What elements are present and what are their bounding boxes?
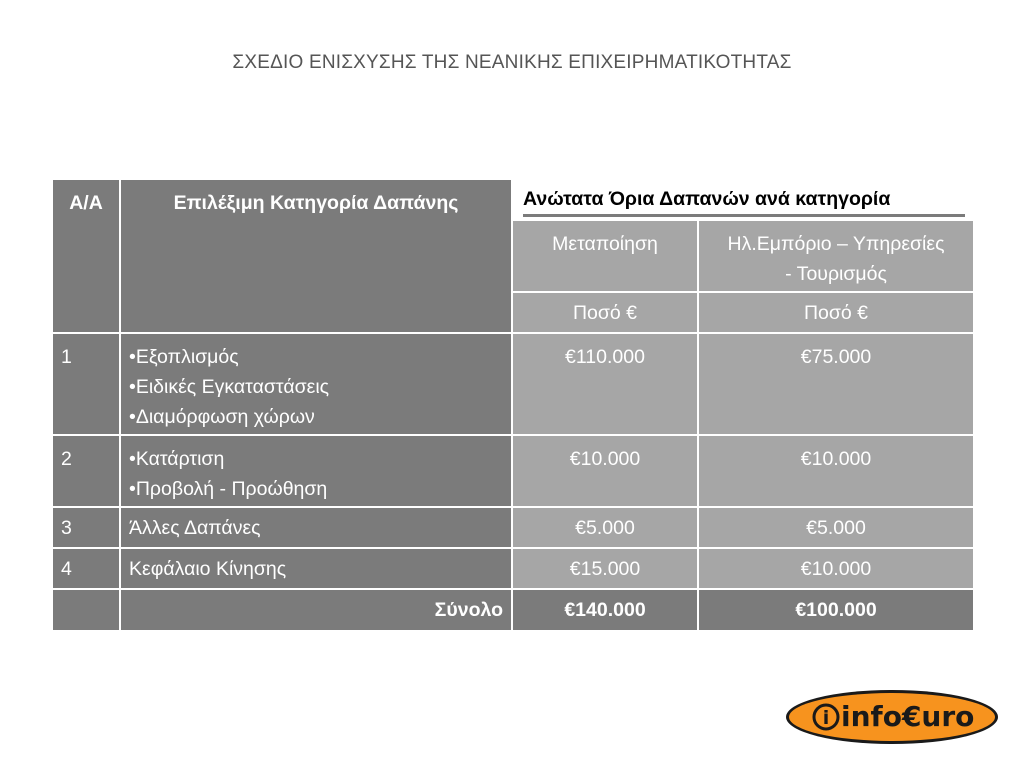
category-item: •Κατάρτιση [129,448,225,470]
total-row [52,589,974,631]
row-manufacturing-amount: €15.000 [512,548,698,589]
header-aa: Α/Α [52,179,120,333]
category-item: •Διαμόρφωση χώρων [129,406,315,428]
category-item: Άλλες Δαπάνες [129,516,261,539]
row-number: 1 [52,333,120,435]
header-commerce-line2: - Τουρισμός [785,263,887,285]
category-item: •Προβολή - Προώθηση [129,478,328,500]
header-amount-1: Ποσό € [512,292,698,333]
row-category [120,333,512,435]
row-number: 2 [52,435,120,507]
total-label: Σύνολο [120,589,512,631]
info-icon-letter: i [822,707,830,729]
category-item: •Εξοπλισμός [129,346,239,368]
table-header-row-1 [52,179,974,220]
row-number: 4 [52,548,120,589]
row-category [120,435,512,507]
total-commerce: €100.000 [698,589,974,631]
header-commerce-line1: Ηλ.Εμπόριο – Υπηρεσίες [727,233,945,255]
row-category [120,507,512,548]
row-manufacturing-amount: €110.000 [512,333,698,435]
row-commerce-amount: €5.000 [698,507,974,548]
header-group-limits [512,179,974,220]
row-commerce-amount: €75.000 [698,333,974,435]
header-group-limits-text: Ανώτατα Όρια Δαπανών ανά κατηγορία [523,184,965,217]
row-manufacturing-amount: €5.000 [512,507,698,548]
infoeuro-logo [784,688,1000,746]
header-commerce [698,220,974,292]
row-number: 3 [52,507,120,548]
row-category [120,548,512,589]
logo-text: info€uro [841,700,975,733]
header-category: Επιλέξιμη Κατηγορία Δαπάνης [120,179,512,333]
row-manufacturing-amount: €10.000 [512,435,698,507]
total-manufacturing: €140.000 [512,589,698,631]
header-manufacturing: Μεταποίηση [512,220,698,292]
table-row [52,435,974,507]
total-empty-cell [52,589,120,631]
table-row [52,548,974,589]
header-amount-2: Ποσό € [698,292,974,333]
expense-limits-table [51,178,975,632]
table-row [52,333,974,435]
page-title: ΣΧΕΔΙΟ ΕΝΙΣΧΥΣΗΣ ΤΗΣ ΝΕΑΝΙΚΗΣ ΕΠΙΧΕΙΡΗΜΑΤΙΚΟΤΗΤΑΣ [232,52,792,73]
row-commerce-amount: €10.000 [698,548,974,589]
category-item: Κεφάλαιο Κίνησης [129,557,287,580]
table-row [52,507,974,548]
category-item: •Ειδικές Εγκαταστάσεις [129,376,330,398]
row-commerce-amount: €10.000 [698,435,974,507]
